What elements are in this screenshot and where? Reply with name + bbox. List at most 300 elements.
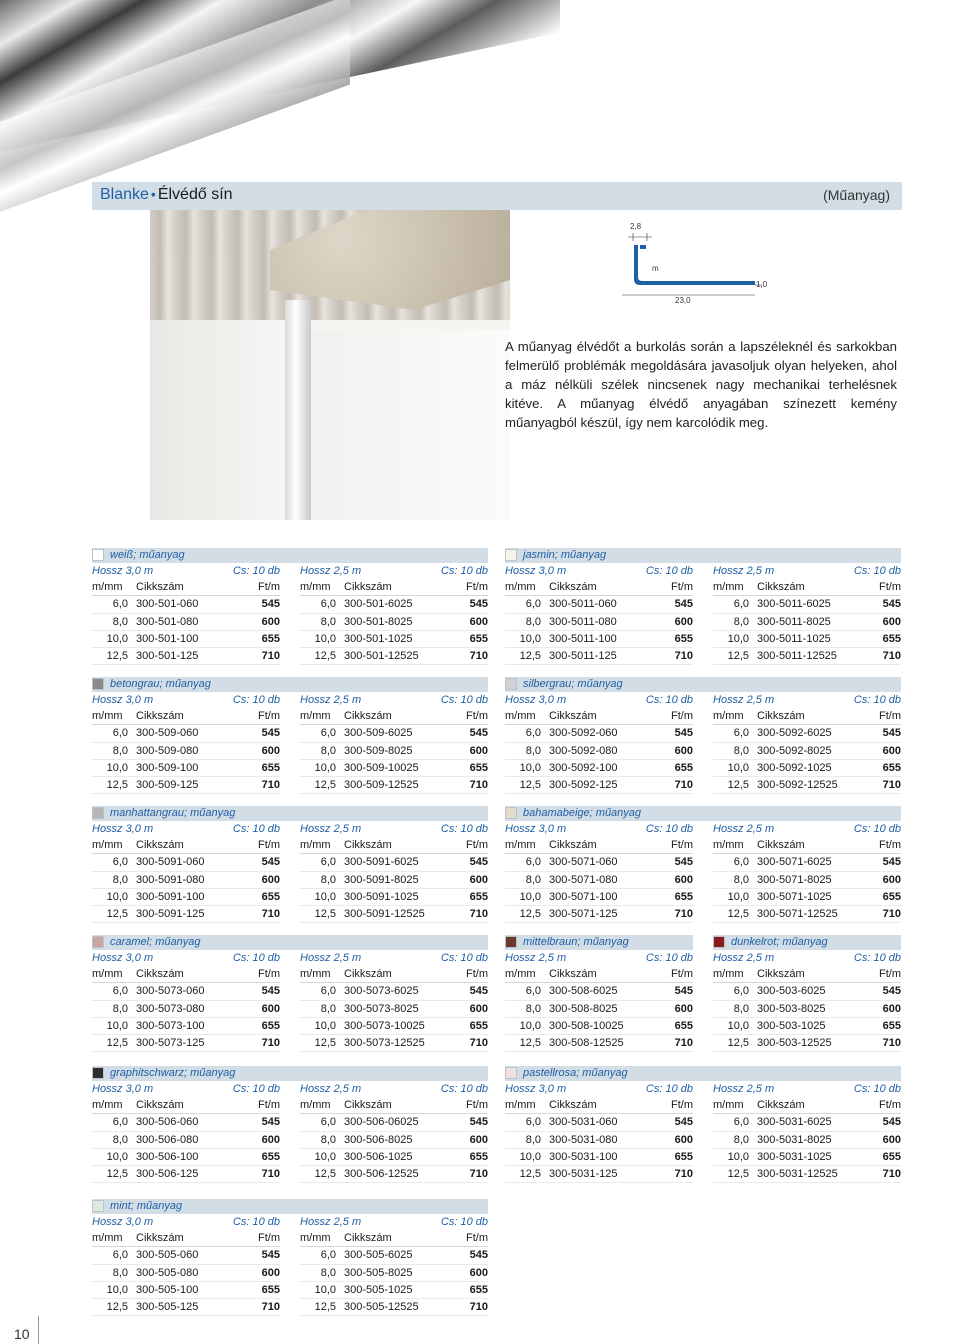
price-cell: 545 — [469, 1116, 488, 1129]
length-table — [505, 1081, 693, 1183]
price-cell: 545 — [674, 985, 693, 998]
length-label: Hossz 2,5 m — [300, 1216, 362, 1228]
col-price: Ft/m — [258, 581, 280, 594]
color-title: mittelbraun; műanyag — [523, 936, 629, 948]
table-row — [92, 872, 280, 889]
price-cell: 710 — [882, 778, 901, 791]
sku-cell: 300-501-12525 — [344, 649, 419, 662]
table-row — [92, 596, 280, 613]
sku-cell: 300-5031-8025 — [757, 1133, 832, 1146]
sku-cell: 300-5031-080 — [549, 1133, 618, 1146]
table-header — [505, 1097, 693, 1114]
size-cell: 10,0 — [314, 632, 336, 645]
length-label: Hossz 2,5 m — [713, 1083, 775, 1095]
size-cell: 10,0 — [314, 1150, 336, 1163]
size-cell: 12,5 — [314, 1300, 336, 1313]
sku-cell: 300-503-6025 — [757, 985, 826, 998]
sku-cell: 300-509-060 — [136, 727, 199, 740]
price-cell: 545 — [882, 1116, 901, 1129]
color-title: jasmin; műanyag — [523, 549, 607, 561]
table-row — [300, 889, 488, 906]
price-cell: 655 — [674, 890, 693, 903]
sku-cell: 300-5073-6025 — [344, 985, 419, 998]
bullet-icon: • — [150, 186, 156, 202]
length-label: Hossz 2,5 m — [713, 565, 775, 577]
table-header — [300, 966, 488, 983]
color-title: mint; műanyag — [110, 1200, 183, 1212]
sku-cell: 300-509-12525 — [344, 778, 419, 791]
sku-cell: 300-5091-12525 — [344, 907, 425, 920]
size-cell: 10,0 — [519, 1019, 541, 1032]
price-cell: 710 — [261, 649, 280, 662]
color-block — [92, 935, 488, 1052]
table-row — [92, 1035, 280, 1052]
size-cell: 12,5 — [314, 649, 336, 662]
table-row — [505, 596, 693, 613]
sku-cell: 300-506-1025 — [344, 1150, 413, 1163]
table-row — [92, 1001, 280, 1018]
size-cell: 6,0 — [320, 1249, 336, 1262]
table-header — [713, 708, 901, 725]
sku-cell: 300-505-6025 — [344, 1249, 413, 1262]
sku-cell: 300-5031-12525 — [757, 1167, 838, 1180]
length-row — [300, 1081, 488, 1097]
col-size: m/mm — [505, 710, 536, 723]
price-cell: 545 — [261, 727, 280, 740]
table-row — [505, 872, 693, 889]
sku-cell: 300-5091-1025 — [344, 890, 419, 903]
table-row — [92, 614, 280, 631]
sku-cell: 300-5091-100 — [136, 890, 205, 903]
size-cell: 12,5 — [314, 1036, 336, 1049]
sku-cell: 300-506-080 — [136, 1133, 199, 1146]
price-cell: 600 — [674, 615, 693, 628]
size-cell: 12,5 — [519, 1167, 541, 1180]
table-header — [92, 966, 280, 983]
table-row — [300, 1114, 488, 1131]
section-header — [92, 182, 902, 210]
table-row — [92, 631, 280, 648]
length-row — [505, 692, 693, 708]
sku-cell: 300-5011-100 — [549, 632, 617, 645]
color-block — [92, 1066, 488, 1183]
col-price: Ft/m — [879, 839, 901, 852]
price-cell: 600 — [469, 1002, 488, 1015]
sku-cell: 300-505-8025 — [344, 1266, 413, 1279]
pack-label: Cs: 10 db — [853, 694, 901, 706]
sku-cell: 300-5091-6025 — [344, 856, 419, 869]
sku-cell: 300-5011-8025 — [757, 615, 831, 628]
price-cell: 600 — [261, 744, 280, 757]
length-table — [505, 563, 693, 665]
length-label: Hossz 3,0 m — [505, 823, 567, 835]
color-swatch — [92, 549, 104, 561]
sku-cell: 300-501-6025 — [344, 598, 413, 611]
sku-cell: 300-5073-060 — [136, 985, 205, 998]
table-columns — [92, 692, 488, 794]
page-divider — [38, 1316, 39, 1344]
color-block — [92, 1199, 488, 1316]
sku-cell: 300-501-060 — [136, 598, 199, 611]
size-cell: 10,0 — [727, 890, 749, 903]
length-table — [92, 821, 280, 923]
color-header — [92, 548, 488, 563]
size-cell: 12,5 — [519, 778, 541, 791]
color-header — [505, 548, 901, 563]
table-row — [92, 1149, 280, 1166]
size-cell: 8,0 — [320, 615, 336, 628]
table-row — [300, 631, 488, 648]
sku-cell: 300-508-8025 — [549, 1002, 618, 1015]
price-cell: 710 — [469, 1300, 488, 1313]
table-row — [92, 1132, 280, 1149]
size-cell: 10,0 — [106, 1283, 128, 1296]
table-header — [300, 1097, 488, 1114]
length-label: Hossz 3,0 m — [92, 694, 154, 706]
table-row — [300, 648, 488, 665]
length-table — [713, 821, 901, 923]
length-label: Hossz 2,5 m — [300, 952, 362, 964]
table-row — [505, 614, 693, 631]
size-cell: 12,5 — [727, 778, 749, 791]
sku-cell: 300-503-1025 — [757, 1019, 826, 1032]
price-cell: 655 — [469, 632, 488, 645]
sku-cell: 300-5073-10025 — [344, 1019, 425, 1032]
size-cell: 8,0 — [525, 873, 541, 886]
table-row — [713, 743, 901, 760]
size-cell: 10,0 — [106, 632, 128, 645]
table-row — [713, 872, 901, 889]
sku-cell: 300-5031-1025 — [757, 1150, 832, 1163]
length-label: Hossz 3,0 m — [92, 1083, 154, 1095]
length-table — [300, 563, 488, 665]
table-row — [713, 1114, 901, 1131]
sku-cell: 300-505-12525 — [344, 1300, 419, 1313]
price-cell: 655 — [469, 890, 488, 903]
sku-cell: 300-506-125 — [136, 1167, 199, 1180]
col-sku: Cikkszám — [549, 839, 597, 852]
table-row — [92, 725, 280, 742]
sku-cell: 300-5073-125 — [136, 1036, 205, 1049]
table-header — [300, 1230, 488, 1247]
size-cell: 8,0 — [320, 873, 336, 886]
price-cell: 545 — [469, 985, 488, 998]
price-cell: 600 — [261, 1133, 280, 1146]
table-header — [505, 966, 693, 983]
price-cell: 600 — [674, 1133, 693, 1146]
color-title: pastellrosa; műanyag — [523, 1067, 628, 1079]
table-row — [713, 1132, 901, 1149]
length-table — [300, 950, 488, 1052]
sku-cell: 300-5011-6025 — [757, 598, 831, 611]
sku-cell: 300-5092-8025 — [757, 744, 832, 757]
col-price: Ft/m — [466, 710, 488, 723]
price-cell: 655 — [261, 1019, 280, 1032]
table-row — [713, 648, 901, 665]
table-columns — [92, 1081, 488, 1183]
sku-cell: 300-5091-125 — [136, 907, 205, 920]
length-row — [713, 950, 901, 966]
price-cell: 545 — [261, 598, 280, 611]
sku-cell: 300-5071-080 — [549, 873, 618, 886]
price-cell: 600 — [674, 744, 693, 757]
sku-cell: 300-5073-080 — [136, 1002, 205, 1015]
length-label: Hossz 2,5 m — [300, 823, 362, 835]
sku-cell: 300-506-100 — [136, 1150, 199, 1163]
price-cell: 655 — [674, 761, 693, 774]
col-sku: Cikkszám — [136, 1232, 184, 1245]
sku-cell: 300-5091-080 — [136, 873, 205, 886]
price-cell: 600 — [261, 615, 280, 628]
sku-cell: 300-5073-100 — [136, 1019, 205, 1032]
color-swatch — [713, 936, 725, 948]
size-cell: 8,0 — [733, 1002, 749, 1015]
table-row — [92, 743, 280, 760]
table-row — [300, 1018, 488, 1035]
color-title: betongrau; műanyag — [110, 678, 211, 690]
color-swatch — [505, 549, 517, 561]
pack-label: Cs: 10 db — [853, 823, 901, 835]
price-cell: 655 — [261, 890, 280, 903]
table-row — [713, 983, 901, 1000]
price-cell: 655 — [674, 1019, 693, 1032]
price-cell: 710 — [674, 1167, 693, 1180]
sku-cell: 300-5071-125 — [549, 907, 618, 920]
table-header — [713, 966, 901, 983]
price-cell: 545 — [261, 1249, 280, 1262]
table-row — [300, 854, 488, 871]
table-row — [92, 777, 280, 794]
size-cell: 6,0 — [112, 598, 128, 611]
pack-label: Cs: 10 db — [232, 1216, 280, 1228]
col-size: m/mm — [300, 1099, 331, 1112]
table-header — [92, 1097, 280, 1114]
tile-right — [310, 330, 510, 520]
price-cell: 600 — [882, 1002, 901, 1015]
size-cell: 8,0 — [320, 1002, 336, 1015]
price-cell: 710 — [261, 1300, 280, 1313]
color-title: bahamabeige; műanyag — [523, 807, 642, 819]
price-cell: 710 — [469, 778, 488, 791]
size-cell: 12,5 — [106, 649, 128, 662]
table-row — [300, 1282, 488, 1299]
pack-label: Cs: 10 db — [645, 694, 693, 706]
price-cell: 655 — [882, 761, 901, 774]
col-price: Ft/m — [671, 839, 693, 852]
color-block — [505, 1066, 901, 1183]
col-price: Ft/m — [466, 968, 488, 981]
size-cell: 12,5 — [314, 907, 336, 920]
col-size: m/mm — [300, 710, 331, 723]
length-label: Hossz 2,5 m — [713, 694, 775, 706]
length-table — [713, 563, 901, 665]
size-cell: 12,5 — [314, 778, 336, 791]
length-row — [300, 563, 488, 579]
table-row — [713, 1149, 901, 1166]
table-row — [300, 1265, 488, 1282]
col-price: Ft/m — [466, 1232, 488, 1245]
table-row — [92, 1018, 280, 1035]
table-row — [300, 906, 488, 923]
size-cell: 12,5 — [727, 907, 749, 920]
table-row — [300, 743, 488, 760]
length-table — [92, 1214, 280, 1316]
length-table — [713, 1081, 901, 1183]
table-header — [713, 1097, 901, 1114]
table-row — [713, 1018, 901, 1035]
color-header — [92, 677, 488, 692]
size-cell: 10,0 — [519, 761, 541, 774]
price-cell: 545 — [882, 727, 901, 740]
price-cell: 600 — [261, 873, 280, 886]
sku-cell: 300-5071-8025 — [757, 873, 832, 886]
color-swatch — [505, 678, 517, 690]
table-row — [92, 854, 280, 871]
table-header — [92, 1230, 280, 1247]
color-header — [92, 1199, 488, 1214]
col-size: m/mm — [92, 1099, 123, 1112]
col-size: m/mm — [92, 581, 123, 594]
page-number: 10 — [14, 1326, 30, 1342]
table-row — [300, 1001, 488, 1018]
price-cell: 545 — [261, 985, 280, 998]
sku-cell: 300-5031-125 — [549, 1167, 618, 1180]
size-cell: 8,0 — [733, 744, 749, 757]
col-size: m/mm — [300, 1232, 331, 1245]
table-row — [505, 743, 693, 760]
col-size: m/mm — [713, 968, 744, 981]
table-header — [300, 837, 488, 854]
price-cell: 600 — [882, 615, 901, 628]
price-cell: 655 — [882, 632, 901, 645]
sku-cell: 300-509-080 — [136, 744, 199, 757]
pack-label: Cs: 10 db — [232, 823, 280, 835]
sku-cell: 300-501-100 — [136, 632, 199, 645]
color-swatch — [505, 936, 517, 948]
col-price: Ft/m — [879, 581, 901, 594]
price-cell: 710 — [674, 907, 693, 920]
sku-cell: 300-5011-080 — [549, 615, 617, 628]
color-block — [505, 935, 901, 1052]
col-size: m/mm — [505, 581, 536, 594]
dim-width: 23,0 — [675, 296, 691, 305]
size-cell: 8,0 — [525, 1002, 541, 1015]
col-price: Ft/m — [671, 1099, 693, 1112]
price-cell: 600 — [882, 744, 901, 757]
sku-cell: 300-508-12525 — [549, 1036, 624, 1049]
size-cell: 6,0 — [733, 598, 749, 611]
col-price: Ft/m — [258, 1232, 280, 1245]
size-cell: 6,0 — [320, 727, 336, 740]
price-cell: 600 — [469, 744, 488, 757]
color-swatch — [92, 1067, 104, 1079]
col-sku: Cikkszám — [757, 968, 805, 981]
size-cell: 6,0 — [525, 727, 541, 740]
size-cell: 8,0 — [112, 1266, 128, 1279]
size-cell: 10,0 — [519, 890, 541, 903]
length-table — [505, 692, 693, 794]
length-row — [713, 692, 901, 708]
description: A műanyag élvédőt a burkolás során a lapszéleknél és sarkokban felmerülő problémák megoldására javasoljuk olyan helyeken, ahol a máz nélküli szélek nincsenek nagy mechanikai terhelésnek kitéve. A műanyag élvédő anyagában színezett kemény műanyagból készül, így nem karcolódik meg. — [505, 339, 897, 430]
size-cell: 6,0 — [112, 985, 128, 998]
product-name: Élvédő sín — [157, 186, 233, 203]
length-table — [300, 1214, 488, 1316]
table-row — [92, 889, 280, 906]
size-cell: 12,5 — [727, 1167, 749, 1180]
length-label: Hossz 3,0 m — [92, 952, 154, 964]
sku-cell: 300-5071-6025 — [757, 856, 832, 869]
size-cell: 12,5 — [106, 1167, 128, 1180]
size-cell: 10,0 — [314, 890, 336, 903]
col-sku: Cikkszám — [344, 581, 392, 594]
length-table — [300, 692, 488, 794]
table-row — [92, 760, 280, 777]
col-sku: Cikkszám — [757, 710, 805, 723]
table-row — [505, 906, 693, 923]
color-swatch — [92, 1200, 104, 1212]
length-table — [505, 821, 693, 923]
price-cell: 710 — [469, 907, 488, 920]
length-label: Hossz 3,0 m — [92, 823, 154, 835]
pack-label: Cs: 10 db — [440, 565, 488, 577]
col-price: Ft/m — [671, 968, 693, 981]
price-cell: 600 — [469, 873, 488, 886]
col-size: m/mm — [713, 1099, 744, 1112]
size-cell: 6,0 — [525, 985, 541, 998]
table-columns — [505, 950, 901, 1052]
price-cell: 655 — [261, 761, 280, 774]
size-cell: 6,0 — [112, 1249, 128, 1262]
table-row — [505, 1035, 693, 1052]
price-cell: 710 — [469, 649, 488, 662]
price-cell: 655 — [674, 1150, 693, 1163]
col-sku: Cikkszám — [549, 968, 597, 981]
col-price: Ft/m — [879, 710, 901, 723]
sku-cell: 300-503-8025 — [757, 1002, 826, 1015]
col-price: Ft/m — [258, 710, 280, 723]
length-table — [713, 692, 901, 794]
table-row — [92, 1247, 280, 1264]
pack-label: Cs: 10 db — [645, 1083, 693, 1095]
pack-label: Cs: 10 db — [232, 565, 280, 577]
price-cell: 545 — [469, 598, 488, 611]
col-size: m/mm — [505, 839, 536, 852]
pack-label: Cs: 10 db — [440, 823, 488, 835]
size-cell: 12,5 — [519, 1036, 541, 1049]
size-cell: 10,0 — [519, 1150, 541, 1163]
sku-cell: 300-5091-8025 — [344, 873, 419, 886]
table-columns — [505, 692, 901, 794]
length-table — [92, 692, 280, 794]
col-sku: Cikkszám — [549, 710, 597, 723]
table-row — [505, 1166, 693, 1183]
table-row — [300, 760, 488, 777]
length-row — [505, 821, 693, 837]
col-size: m/mm — [713, 839, 744, 852]
price-cell: 655 — [882, 1150, 901, 1163]
col-sku: Cikkszám — [549, 581, 597, 594]
col-size: m/mm — [92, 968, 123, 981]
table-row — [300, 725, 488, 742]
price-cell: 600 — [674, 1002, 693, 1015]
size-cell: 8,0 — [112, 873, 128, 886]
table-row — [505, 760, 693, 777]
length-table — [92, 563, 280, 665]
price-cell: 710 — [674, 778, 693, 791]
table-row — [300, 1166, 488, 1183]
length-table — [505, 950, 693, 1052]
size-cell: 8,0 — [733, 873, 749, 886]
